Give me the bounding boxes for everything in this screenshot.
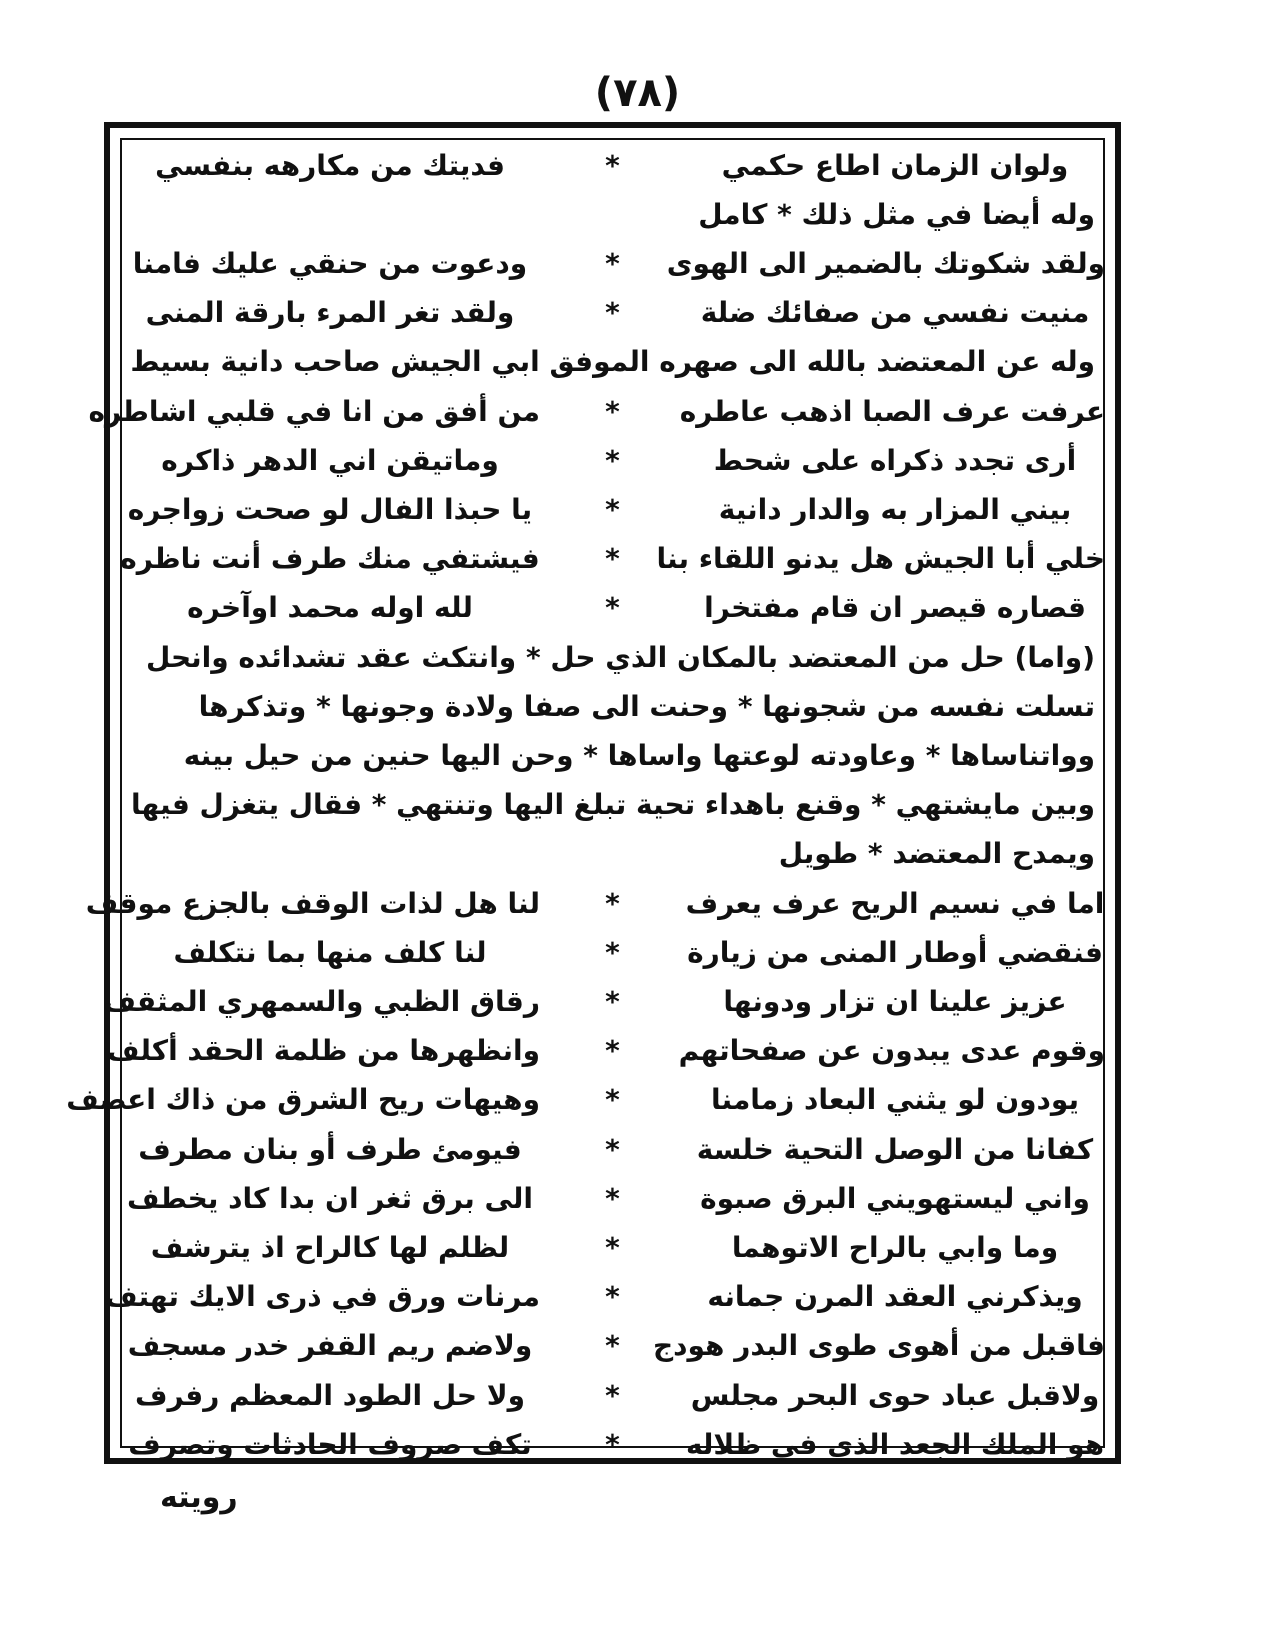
hemistich-left: ولاضم ريم القفر خدر مسجف (127, 1329, 533, 1363)
verse-line (85, 878, 1105, 928)
verse-separator: * (605, 935, 620, 969)
hemistich-left: وهيهات ريح الشرق من ذاك اعصف (66, 1083, 540, 1117)
hemistich-right: ويذكرني العقد المرن جمانه (707, 1280, 1083, 1314)
verse-line (120, 435, 1105, 485)
hemistich-left: ولقد تغر المرء بارقة المنى (145, 296, 515, 330)
hemistich-right: ولاقبل عباد حوى البحر مجلس (690, 1378, 1100, 1412)
hemistich-left: فيومئ طرف أو بنان مطرف (138, 1132, 522, 1166)
hemistich-left: فديتك من مكارهه بنفسي (155, 148, 505, 182)
verse-separator: * (605, 1230, 620, 1264)
prose-line: وبين مايشتهي * وقنع باهداء تحية تبلغ اليها وتنتهي * فقال يتغزل فيها (131, 788, 1095, 822)
verse-line (103, 976, 1105, 1026)
hemistich-right: يودون لو يثني البعاد زمامنا (711, 1083, 1079, 1117)
verse-line (120, 1419, 1105, 1469)
verse-line (120, 484, 1105, 534)
hemistich-left: لنا كلف منها بما نتكلف (173, 935, 487, 969)
verse-line (120, 1173, 1105, 1223)
verse-separator: * (605, 1181, 620, 1215)
hemistich-left: وانظهرها من ظلمة الحقد أكلف (107, 1034, 540, 1068)
hemistich-right: كفانا من الوصل التحية خلسة (696, 1132, 1094, 1166)
prose-line: تسلت نفسه من شجونها * وحنت الى صفا ولادة وجونها * وتذكرها (198, 689, 1095, 723)
verse-separator: * (605, 492, 620, 526)
verse-separator: * (605, 394, 620, 428)
hemistich-right: وقوم عدى يبدون عن صفحاتهم (678, 1034, 1105, 1068)
verse-separator: * (605, 246, 620, 280)
hemistich-left: لله اوله محمد اوآخره (187, 591, 473, 625)
verse-separator: * (605, 1034, 620, 1068)
hemistich-left: مرنات ورق في ذرى الايك تهتف (105, 1280, 540, 1314)
hemistich-left: الى برق ثغر ان بدا كاد يخطف (127, 1181, 533, 1215)
verse-line (120, 288, 1105, 338)
hemistich-left: لظلم لها كالراح اذ يترشف (150, 1230, 510, 1264)
verse-line (120, 534, 1105, 584)
prose-line: (واما) حل من المعتضد بالمكان الذي حل * وانتكث عقد تشدائده وانحل (145, 640, 1095, 674)
verse-separator: * (605, 886, 620, 920)
verse-separator: * (605, 1427, 620, 1461)
catchword: رويته (160, 1480, 238, 1515)
hemistich-right: اما في نسيم الريح عرف يعرف (685, 886, 1105, 920)
verse-separator: * (605, 443, 620, 477)
hemistich-right: بيني المزار به والدار دانية (718, 492, 1072, 526)
verse-line (120, 1222, 1105, 1272)
hemistich-right: ولقد شكوتك بالضمير الى الهوى (666, 246, 1105, 280)
hemistich-left: تكف صروف الحادثات وتصرف (128, 1427, 532, 1461)
verse-line (66, 1075, 1105, 1125)
verse-separator: * (605, 1083, 620, 1117)
hemistich-right: منيت نفسي من صفائك ضلة (700, 296, 1090, 330)
hemistich-right: ولوان الزمان اطاع حكمي (721, 148, 1069, 182)
verse-line (88, 386, 1105, 436)
verse-separator: * (605, 1132, 620, 1166)
hemistich-right: أرى تجدد ذكراه على شحط (713, 443, 1077, 477)
hemistich-left: فيشتفي منك طرف أنت ناظره (120, 542, 540, 576)
hemistich-right: واني ليستهويني البرق صبوة (700, 1181, 1090, 1215)
hemistich-right: عزيز علينا ان تزار ودونها (723, 984, 1067, 1018)
poem-heading: وله أيضا في مثل ذلك * كامل (698, 197, 1095, 231)
poem-heading: وله عن المعتضد بالله الى صهره الموفق ابي الجيش صاحب دانية بسيط (130, 345, 1095, 379)
prose-line: وواتناساها * وعاودته لوعتها واساها * وحن اليها حنين من حيل بينه (183, 738, 1095, 772)
verse-line (120, 1370, 1105, 1420)
hemistich-right: قصاره قيصر ان قام مفتخرا (704, 591, 1086, 625)
page-number: (٧٨) (594, 70, 681, 116)
verse-separator: * (605, 1280, 620, 1314)
verse-line (120, 927, 1105, 977)
verse-separator: * (605, 148, 620, 182)
verse-line (105, 1272, 1105, 1322)
hemistich-right: خلي أبا الجيش هل يدنو اللقاء بنا (656, 542, 1105, 576)
hemistich-left: يا حبذا الفال لو صحت زواجره (127, 492, 533, 526)
verse-separator: * (605, 591, 620, 625)
hemistich-left: لنا هل لذات الوقف بالجزع موقف (85, 886, 540, 920)
verse-line (120, 1321, 1105, 1371)
hemistich-left: ودعوت من حنقي عليك فامنا (132, 246, 528, 280)
hemistich-right: هو الملك الجعد الذي في ظلاله (685, 1427, 1105, 1461)
hemistich-left: رقاق الظبي والسمهري المثقف (103, 984, 540, 1018)
text-body (66, 138, 1105, 1461)
hemistich-right: عرفت عرف الصبا اذهب عاطره (679, 394, 1105, 428)
verse-line (120, 140, 1105, 190)
hemistich-right: وما وابي بالراح الاتوهما (731, 1230, 1059, 1264)
hemistich-left: وماتيقن اني الدهر ذاكره (161, 443, 499, 477)
hemistich-left: ولا حل الطود المعظم رفرف (134, 1378, 526, 1412)
verse-separator: * (605, 984, 620, 1018)
poem-heading: ويمدح المعتضد * طويل (778, 837, 1095, 871)
verse-line (120, 583, 1105, 633)
verse-separator: * (605, 1329, 620, 1363)
hemistich-right: فاقبل من أهوى طوى البدر هودج (652, 1329, 1105, 1363)
hemistich-left: من أفق من انا في قلبي اشاطره (88, 394, 540, 428)
verse-line (120, 238, 1105, 288)
verse-separator: * (605, 542, 620, 576)
verse-line (120, 1124, 1105, 1174)
verse-separator: * (605, 1378, 620, 1412)
verse-line (107, 1026, 1105, 1076)
verse-separator: * (605, 296, 620, 330)
hemistich-right: فنقضي أوطار المنى من زيارة (687, 935, 1103, 969)
